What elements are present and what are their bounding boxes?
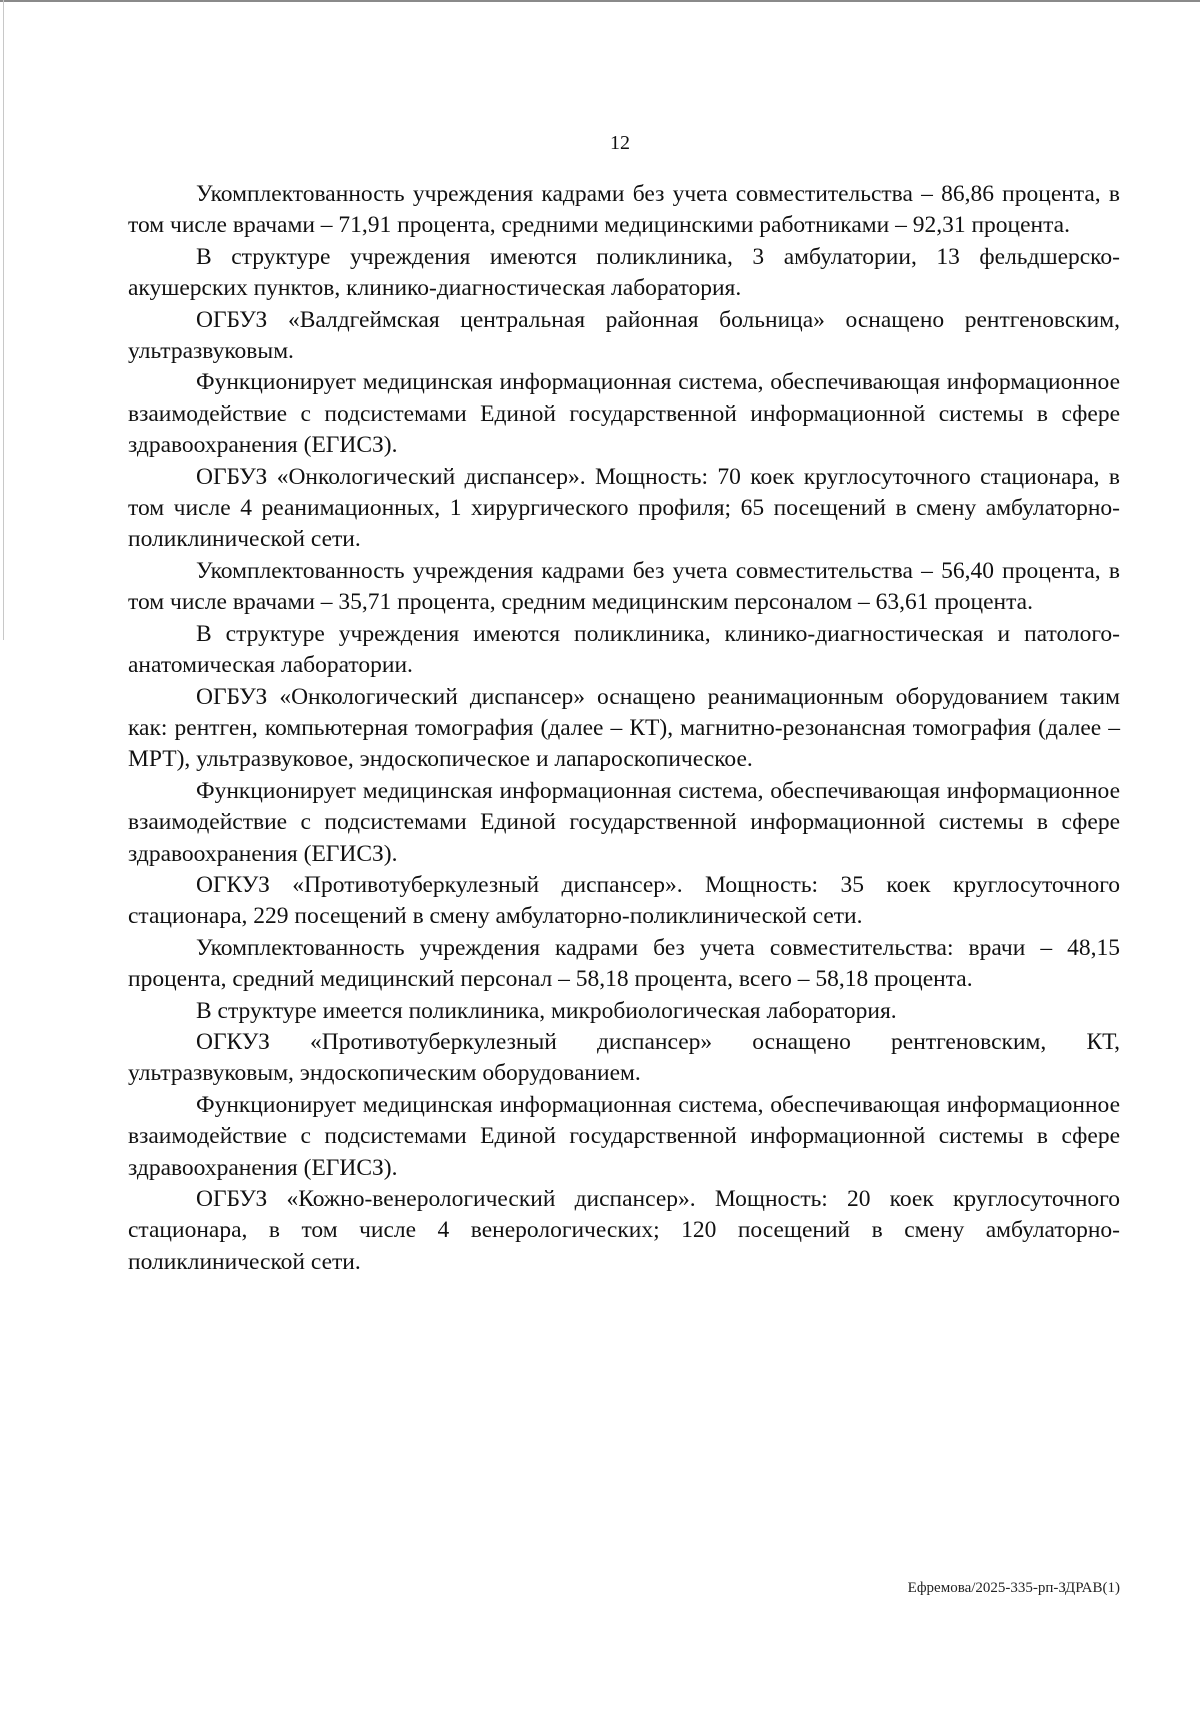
paragraph-equipment-valdgeim: ОГБУЗ «Валдгеймская центральная районная больница» оснащено рентгеновским, ультразвуковым. <box>128 306 1120 365</box>
document-body <box>128 179 1120 1278</box>
footer-document-reference: Ефремова/2025-335-рп-ЗДРАВ(1) <box>907 1580 1120 1596</box>
paragraph-capacity-tuberculosis: ОГКУЗ «Противотуберкулезный диспансер». Мощность: 35 коек круглосуточного стационара, 229 посещений в смену амбулаторно-поликлинической сети. <box>128 871 1120 930</box>
page-number: 12 <box>610 132 630 154</box>
paragraph-structure-tuberculosis: В структуре имеется поликлиника, микробиологическая лаборатория. <box>196 997 897 1024</box>
paragraph-info-system-3: Функционирует медицинская информационная система, обеспечивающая информационное взаимодействие с подсистемами Единой государственной информационной системы в сфере здравоохранения (ЕГИСЗ). <box>128 1091 1120 1181</box>
paragraph-staffing-valdgeim: Укомплектованность учреждения кадрами без учета совместительства – 86,86 процента, в том числе врачами – 71,91 процента, средними медицинскими работниками – 92,31 процента. <box>128 181 1120 239</box>
paragraph-structure-valdgeim: В структуре учреждения имеются поликлиника, 3 амбулатории, 13 фельдшерско-акушерских пунктов, клинико-диагностическая лаборатория. <box>128 243 1120 302</box>
paragraph-staffing-oncology: Укомплектованность учреждения кадрами без учета совместительства – 56,40 процента, в том числе врачами – 35,71 процента, средним медицинским персоналом – 63,61 процента. <box>128 557 1120 616</box>
paragraph-capacity-dermatovenerology: ОГБУЗ «Кожно-венерологический диспансер». Мощность: 20 коек круглосуточного стационара, в том числе 4 венерологических; 120 посещений в смену амбулаторно-поликлинической сети. <box>128 1186 1120 1275</box>
paragraph-equipment-oncology: ОГБУЗ «Онкологический диспансер» оснащено реанимационным оборудованием таким как: рентген, компьютерная томография (далее – КТ), магнитно-резонансная томография (далее – МРТ), ультразвуковое, эндоскопическое и лапароскопическое. <box>128 683 1120 773</box>
scan-left-edge <box>3 0 4 640</box>
paragraph-equipment-tuberculosis: ОГКУЗ «Противотуберкулезный диспансер» оснащено рентгеновским, КТ, ультразвуковым, эндоскопическим оборудованием. <box>128 1028 1120 1087</box>
paragraph-structure-oncology: В структуре учреждения имеются поликлиника, клинико-диагностическая и патолого-анатомическая лаборатории. <box>128 620 1120 679</box>
paragraph-staffing-tuberculosis: Укомплектованность учреждения кадрами без учета совместительства: врачи – 48,15 процента, средний медицинский персонал – 58,18 процента, всего – 58,18 процента. <box>128 934 1120 993</box>
paragraph-info-system-2: Функционирует медицинская информационная система, обеспечивающая информационное взаимодействие с подсистемами Единой государственной информационной системы в сфере здравоохранения (ЕГИСЗ). <box>128 777 1120 867</box>
paragraph-capacity-oncology: ОГБУЗ «Онкологический диспансер». Мощность: 70 коек круглосуточного стационара, в том числе 4 реанимационных, 1 хирургического профиля; 65 посещений в смену амбулаторно-поликлинической сети. <box>128 463 1120 553</box>
scan-top-edge <box>0 0 1200 2</box>
paragraph-info-system-1: Функционирует медицинская информационная система, обеспечивающая информационное взаимодействие с подсистемами Единой государственной информационной системы в сфере здравоохранения (ЕГИСЗ). <box>128 369 1120 459</box>
